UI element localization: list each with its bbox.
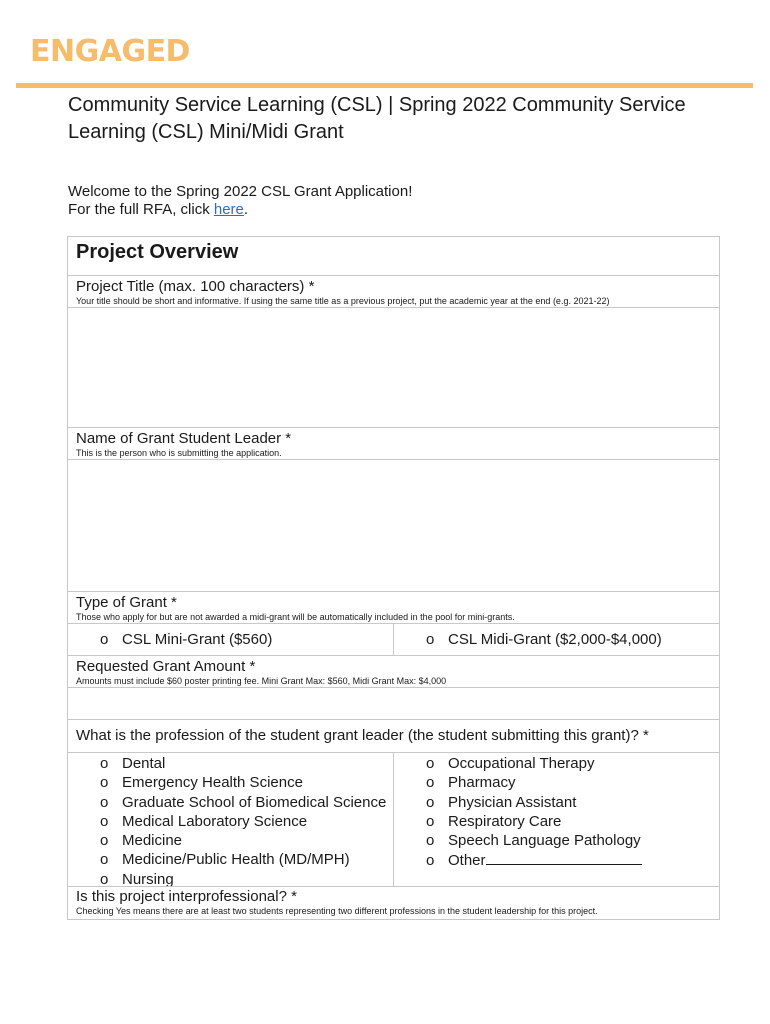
profession-column-left: [68, 753, 394, 886]
application-form: [67, 236, 720, 920]
profession-option[interactable]: [100, 754, 393, 773]
grant-option-label: CSL Midi-Grant ($2,000-$4,000): [448, 631, 662, 648]
profession-option-other[interactable]: [426, 850, 719, 870]
radio-bullet-icon: o: [100, 755, 109, 772]
radio-bullet-icon: o: [426, 774, 435, 792]
profession-option-label: Respiratory Care: [448, 812, 562, 830]
section-title: Project Overview: [76, 241, 239, 263]
radio-bullet-icon: o: [100, 774, 109, 792]
grant-option-label: CSL Mini-Grant ($560): [122, 631, 273, 648]
profession-option-label: Medicine/Public Health (MD/MPH): [122, 851, 350, 869]
intro-text: [68, 183, 412, 219]
project-title-hint: Your title should be short and informative. If using the same title as a previous project, put the academic year at the end (e.g. 2021-22): [76, 296, 610, 306]
student-leader-hint: This is the person who is submitting the application.: [76, 448, 282, 458]
profession-option[interactable]: [100, 793, 393, 812]
radio-bullet-icon: o: [100, 832, 109, 850]
profession-option-label: Graduate School of Biomedical Science: [122, 793, 387, 811]
profession-header: [68, 719, 719, 752]
radio-bullet-icon: o: [426, 832, 435, 850]
profession-option[interactable]: [100, 773, 393, 792]
engaged-logo: ENGAGED: [30, 34, 190, 69]
grant-type-options: [68, 623, 719, 655]
amount-label: Requested Grant Amount *: [76, 658, 256, 675]
page-title: Community Service Learning (CSL) | Spring 2022 Community Service Learning (CSL) Mini/Midi Grant: [68, 94, 686, 143]
radio-bullet-icon: o: [100, 631, 109, 648]
rfa-suffix: .: [243, 201, 249, 218]
profession-option[interactable]: [426, 773, 719, 792]
profession-option-label: Pharmacy: [448, 774, 516, 792]
project-title-label: Project Title (max. 100 characters) *: [76, 278, 315, 295]
project-title-input[interactable]: [68, 307, 719, 427]
profession-options: [68, 752, 719, 886]
profession-option[interactable]: [426, 793, 719, 812]
profession-option[interactable]: [100, 812, 393, 831]
other-blank-input[interactable]: [486, 850, 642, 865]
project-title-header: [68, 275, 719, 307]
radio-bullet-icon: o: [100, 793, 109, 811]
header-accent-rule: [16, 83, 753, 88]
welcome-message: Welcome to the Spring 2022 CSL Grant Application!: [68, 183, 413, 200]
radio-bullet-icon: o: [426, 852, 435, 870]
rfa-prefix: For the full RFA, click: [68, 201, 214, 218]
profession-option[interactable]: [426, 754, 719, 773]
student-leader-header: [68, 427, 719, 459]
amount-hint: Amounts must include $60 poster printing fee. Mini Grant Max: $560, Midi Grant Max: $4,000: [76, 676, 447, 686]
radio-bullet-icon: o: [426, 631, 435, 648]
grant-option-mini[interactable]: [68, 624, 394, 655]
student-leader-input[interactable]: [68, 459, 719, 591]
grant-type-label: Type of Grant *: [76, 594, 177, 611]
interprofessional-hint: Checking Yes means there are at least two students representing two different professions in the student leadership for this project.: [76, 906, 598, 916]
radio-bullet-icon: o: [100, 870, 109, 888]
profession-option-label: Medical Laboratory Science: [122, 812, 308, 830]
profession-option[interactable]: [426, 812, 719, 831]
student-leader-label: Name of Grant Student Leader *: [76, 430, 292, 447]
profession-option[interactable]: [426, 831, 719, 850]
interprofessional-label: Is this project interprofessional? *: [76, 888, 297, 905]
profession-option-label: Speech Language Pathology: [448, 832, 641, 850]
grant-type-hint: Those who apply for but are not awarded a midi-grant will be automatically included in the pool for mini-grants.: [76, 612, 515, 622]
amount-input[interactable]: [68, 687, 719, 719]
interprofessional-header: [68, 886, 719, 919]
grant-type-header: [68, 591, 719, 623]
grant-option-midi[interactable]: [394, 624, 719, 655]
profession-label: What is the profession of the student grant leader (the student submitting this grant)? *: [76, 727, 649, 744]
profession-option[interactable]: [100, 831, 393, 850]
profession-option-label: Dental: [122, 755, 166, 772]
rfa-line: [68, 201, 412, 219]
profession-option-label: Occupational Therapy: [448, 755, 595, 772]
amount-header: [68, 655, 719, 687]
radio-bullet-icon: o: [426, 812, 435, 830]
radio-bullet-icon: o: [426, 755, 435, 772]
profession-option[interactable]: [100, 850, 393, 869]
profession-option-label: Emergency Health Science: [122, 774, 303, 792]
profession-option-label: Nursing: [122, 870, 174, 888]
radio-bullet-icon: o: [100, 851, 109, 869]
radio-bullet-icon: o: [100, 812, 109, 830]
profession-option-label: Medicine: [122, 832, 183, 850]
profession-option-label: Other: [448, 852, 486, 870]
radio-bullet-icon: o: [426, 793, 435, 811]
profession-option-label: Physician Assistant: [448, 793, 577, 811]
profession-column-right: [394, 753, 719, 886]
rfa-link[interactable]: here: [213, 201, 244, 218]
